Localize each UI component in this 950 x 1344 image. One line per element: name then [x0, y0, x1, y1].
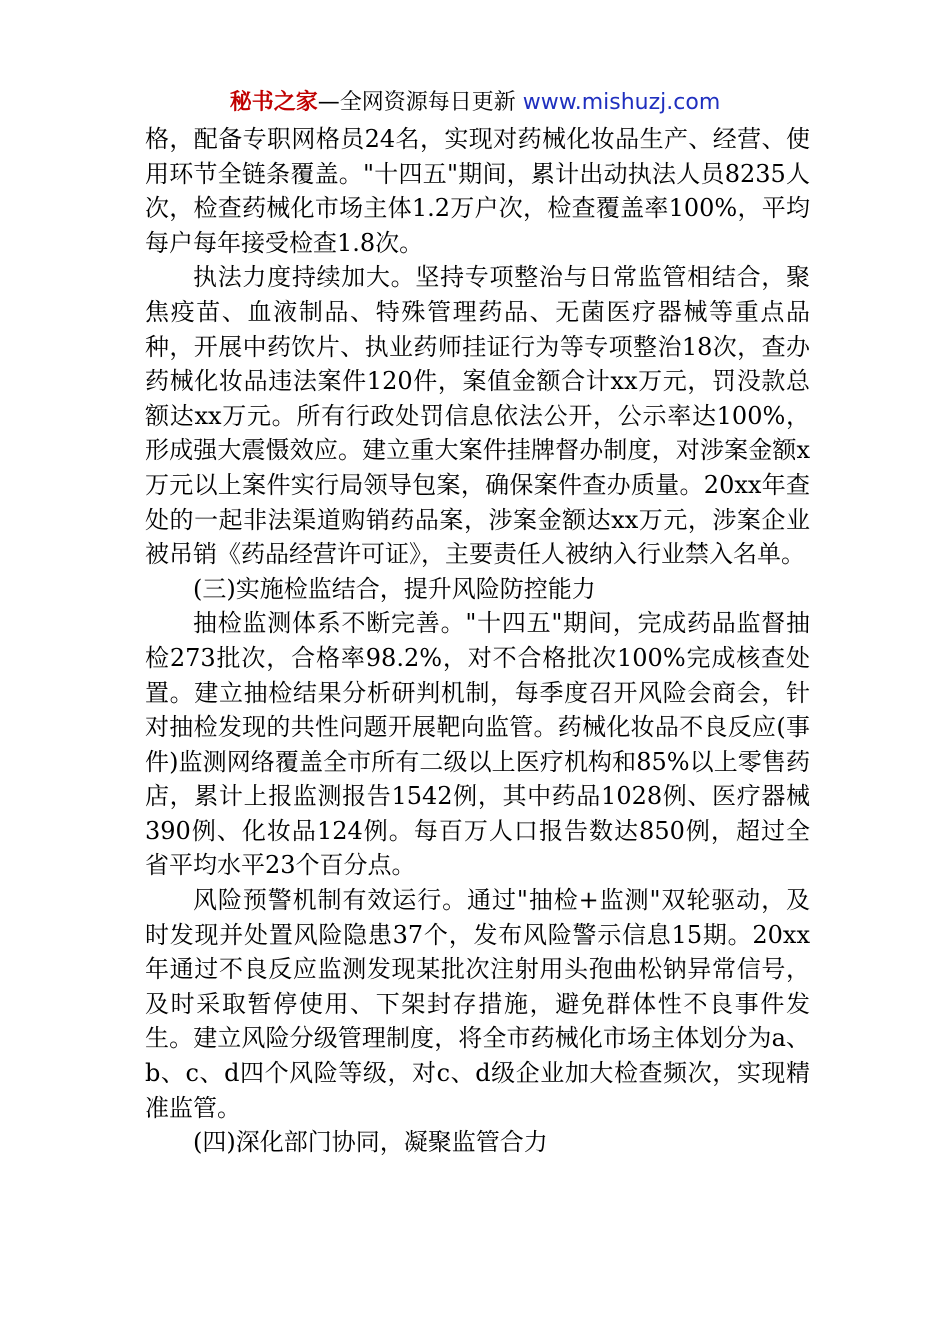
paragraph-1: 格，配备专职网格员24名，实现对药械化妆品生产、经营、使用环节全链条覆盖。"十四五"期间，累计出动执法人员8235人次，检查药械化市场主体1.2万户次，检查覆盖率100%，平均每户每年接受检查1.8次。: [145, 125, 810, 257]
section-heading-4: (四)深化部门协同，凝聚监管合力: [193, 1128, 548, 1157]
site-url-link[interactable]: www.mishuzj.com: [522, 90, 721, 115]
paragraph-5: 风险预警机制有效运行。通过"抽检+监测"双轮驱动，及时发现并处置风险隐患37个，发布风险警示信息15期。20xx年通过不良反应监测发现某批次注射用头孢曲松钠异常信号，及时采取暂停使用、下架封存措施，避免群体性不良事件发生。建立风险分级管理制度，将全市药械化市场主体划分为a、b、c、d四个风险等级，对c、d级企业加大检查频次，实现精准监管。: [145, 886, 810, 1122]
page-header: [0, 86, 950, 120]
paragraph-2: 执法力度持续加大。坚持专项整治与日常监管相结合，聚焦疫苗、血液制品、特殊管理药品、无菌医疗器械等重点品种，开展中药饮片、执业药师挂证行为等专项整治18次，查办药械化妆品违法案件120件，案值金额合计xx万元，罚没款总额达xx万元。所有行政处罚信息依法公开，公示率达100%，形成强大震慑效应。建立重大案件挂牌督办制度，对涉案金额x万元以上案件实行局领导包案，确保案件查办质量。20xx年查处的一起非法渠道购销药品案，涉案金额达xx万元，涉案企业被吊销《药品经营许可证》，主要责任人被纳入行业禁入名单。: [145, 263, 810, 569]
document-body: [145, 122, 810, 1160]
site-tagline: —全网资源每日更新: [317, 90, 523, 115]
paragraph-4: 抽检监测体系不断完善。"十四五"期间，完成药品监督抽检273批次，合格率98.2%，对不合格批次100%完成核查处置。建立抽检结果分析研判机制，每季度召开风险会商会，针对抽检发现的共性问题开展靶向监管。药械化妆品不良反应(事件)监测网络覆盖全市所有二级以上医疗机构和85%以上零售药店，累计上报监测报告1542例，其中药品1028例、医疗器械390例、化妆品124例。每百万人口报告数达850例，超过全省平均水平23个百分点。: [145, 609, 810, 880]
section-heading-3: (三)实施检监结合，提升风险防控能力: [193, 574, 596, 603]
site-brand: 秘书之家: [229, 90, 318, 115]
